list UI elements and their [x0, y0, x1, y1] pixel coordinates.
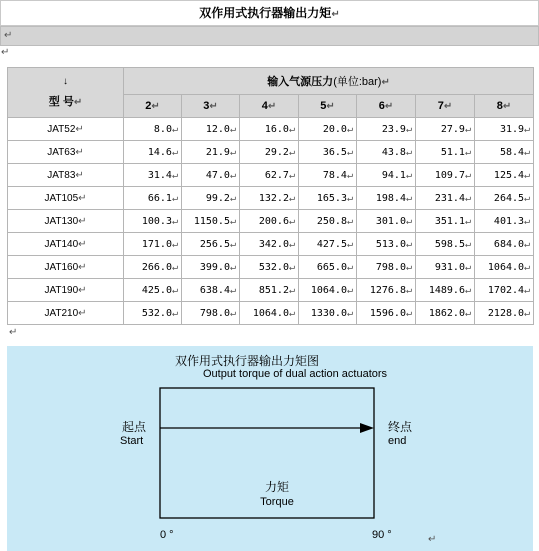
torque-value-cell: [357, 233, 416, 256]
torque-value: 12.0: [205, 123, 230, 135]
cell-mark: ↵: [524, 169, 531, 181]
torque-value-cell: [475, 164, 534, 187]
cell-mark: ↵: [346, 261, 353, 273]
cell-mark: ↵: [171, 215, 178, 227]
table-row: [8, 210, 534, 233]
torque-value: 43.8: [381, 146, 406, 158]
torque-value: 94.1: [381, 169, 406, 181]
cell-mark: ↵: [405, 192, 412, 204]
torque-value: 14.6: [147, 146, 172, 158]
torque-value-cell: [357, 302, 416, 325]
table-row: [8, 233, 534, 256]
torque-value: 36.5: [322, 146, 347, 158]
table-row: [8, 118, 534, 141]
torque-value-cell: [124, 141, 182, 164]
cell-mark: ↵: [464, 215, 471, 227]
torque-value-cell: [416, 279, 475, 302]
start-label-zh: 起点: [122, 420, 147, 434]
torque-value-cell: [416, 233, 475, 256]
torque-value: 684.0: [493, 238, 525, 250]
torque-value-cell: [182, 279, 240, 302]
torque-value-cell: [299, 256, 357, 279]
torque-value: 1489.6: [428, 284, 465, 296]
torque-value: 31.9: [499, 123, 525, 135]
torque-value: 62.7: [264, 169, 289, 181]
model-cell: [8, 210, 124, 233]
torque-value-cell: [357, 118, 416, 141]
torque-diagram-panel: [7, 346, 533, 551]
pressure-unit-label: (单位:bar): [333, 76, 382, 88]
diagram-title-en: Output torque of dual action actuators: [202, 368, 388, 380]
torque-value-cell: [124, 279, 182, 302]
cell-mark: ↵: [405, 123, 412, 135]
model-cell: [8, 279, 124, 302]
cell-mark: ↵: [524, 192, 531, 204]
cell-mark: ↵: [229, 284, 236, 296]
cell-mark: ↵: [464, 123, 471, 135]
torque-value-cell: [475, 256, 534, 279]
cell-mark: ↵: [288, 192, 295, 204]
torque-value: 638.4: [199, 284, 230, 296]
torque-value-cell: [357, 141, 416, 164]
angle-start-label: 0 °: [160, 529, 174, 541]
model-name: JAT83: [47, 169, 76, 181]
torque-value-cell: [299, 302, 357, 325]
pressure-value: 6: [378, 100, 385, 112]
model-cell: [8, 233, 124, 256]
torque-value-cell: [240, 233, 299, 256]
torque-value-cell: [475, 141, 534, 164]
cell-mark: ↵: [346, 169, 353, 181]
torque-value-cell: [357, 210, 416, 233]
model-name: JAT210: [44, 307, 79, 319]
cell-mark: ↵: [171, 261, 178, 273]
end-label-zh: 终点: [388, 420, 413, 434]
torque-value: 532.0: [141, 307, 172, 319]
torque-value: 1862.0: [428, 307, 465, 319]
torque-value: 109.7: [434, 169, 465, 181]
torque-value: 132.2: [258, 192, 289, 204]
cell-mark: ↵: [405, 215, 412, 227]
torque-value: 1064.0: [487, 261, 525, 273]
cell-mark: ↵: [229, 123, 236, 135]
torque-value-cell: [182, 118, 240, 141]
torque-value-cell: [240, 256, 299, 279]
cell-mark: ↵: [229, 146, 236, 158]
torque-value-cell: [475, 302, 534, 325]
pressure-header-label: 输入气源压力: [267, 76, 334, 88]
cell-mark: ↵: [229, 238, 236, 250]
paragraph-mark: ↵: [1, 47, 10, 58]
model-cell: [8, 256, 124, 279]
torque-value: 256.5: [199, 238, 230, 250]
diagram-title-zh: 双作用式执行器输出力矩图: [174, 354, 320, 368]
torque-value: 47.0: [205, 169, 230, 181]
torque-value: 23.9: [381, 123, 406, 135]
torque-value: 51.1: [440, 146, 465, 158]
cell-mark: ↵: [464, 261, 471, 273]
cell-mark: ↵: [346, 307, 353, 319]
cell-mark: ↵: [346, 284, 353, 296]
cell-mark: ↵: [288, 169, 295, 181]
cell-mark: ↵: [464, 238, 471, 250]
cell-mark: ↵: [381, 77, 390, 88]
torque-value: 532.0: [258, 261, 289, 273]
torque-value: 425.0: [141, 284, 172, 296]
torque-value-cell: [299, 164, 357, 187]
separator-bar: [0, 26, 539, 46]
cell-mark: ↵: [464, 284, 471, 296]
torque-value: 301.0: [375, 215, 406, 227]
torque-value: 401.3: [493, 215, 525, 227]
cell-mark: ↵: [171, 146, 178, 158]
torque-value-cell: [357, 164, 416, 187]
torque-value: 266.0: [141, 261, 172, 273]
torque-value-cell: [182, 164, 240, 187]
cell-mark: ↵: [288, 146, 295, 158]
torque-value: 1702.4: [487, 284, 525, 296]
paragraph-mark: ↵: [9, 327, 18, 338]
torque-value-cell: [182, 187, 240, 210]
torque-value-cell: [357, 279, 416, 302]
cell-mark: ↵: [524, 215, 531, 227]
torque-value-cell: [475, 279, 534, 302]
torque-value: 200.6: [258, 215, 289, 227]
torque-value: 125.4: [493, 169, 525, 181]
torque-value-cell: [124, 118, 182, 141]
torque-value-cell: [299, 279, 357, 302]
torque-value: 31.4: [147, 169, 172, 181]
torque-value: 399.0: [199, 261, 230, 273]
model-cell: [8, 118, 124, 141]
cell-mark: ↵: [384, 101, 394, 112]
model-name: JAT160: [44, 261, 79, 273]
torque-value-cell: [416, 141, 475, 164]
cell-mark: ↵: [524, 261, 531, 273]
torque-value-cell: [124, 302, 182, 325]
torque-value-cell: [240, 187, 299, 210]
torque-value: 231.4: [434, 192, 465, 204]
cell-mark: ↵: [151, 101, 160, 112]
torque-value-cell: [182, 302, 240, 325]
cell-mark: ↵: [405, 307, 412, 319]
pressure-value: 7: [437, 100, 444, 112]
model-name: JAT63: [47, 146, 76, 158]
model-cell: [8, 187, 124, 210]
torque-value-cell: [357, 187, 416, 210]
cell-mark: ↵: [524, 146, 531, 158]
table-row: [8, 302, 534, 325]
torque-value: 1330.0: [310, 307, 347, 319]
torque-value: 99.2: [205, 192, 230, 204]
arrow-down-icon: ↓: [63, 76, 68, 87]
cell-mark: ↵: [78, 284, 87, 296]
cell-mark: ↵: [73, 97, 83, 108]
model-cell: [8, 302, 124, 325]
torque-value-cell: [124, 256, 182, 279]
torque-value-cell: [475, 187, 534, 210]
paragraph-mark: ↵: [4, 30, 13, 41]
cell-mark: ↵: [229, 261, 236, 273]
table-row: [8, 141, 534, 164]
torque-value-cell: [182, 256, 240, 279]
torque-value-cell: [240, 118, 299, 141]
model-column-header: [8, 68, 124, 118]
cell-mark: ↵: [405, 146, 412, 158]
torque-value-cell: [299, 187, 357, 210]
cell-mark: ↵: [75, 146, 84, 158]
torque-value: 1276.8: [369, 284, 406, 296]
document-title: 双作用式执行器输出力矩: [199, 6, 332, 20]
pressure-value: 4: [261, 100, 268, 112]
torque-value-cell: [475, 233, 534, 256]
cell-mark: ↵: [443, 101, 453, 112]
torque-value-cell: [416, 164, 475, 187]
torque-value: 2128.0: [487, 307, 525, 319]
cell-mark: ↵: [288, 284, 295, 296]
model-name: JAT190: [44, 284, 79, 296]
torque-value-cell: [182, 141, 240, 164]
paragraph-mark: ↵: [331, 9, 340, 20]
pressure-column-header: [124, 95, 182, 118]
cell-mark: ↵: [288, 123, 295, 135]
torque-value-cell: [416, 302, 475, 325]
cell-mark: ↵: [209, 101, 218, 112]
torque-value-cell: [299, 210, 357, 233]
cell-mark: ↵: [524, 284, 531, 296]
pressure-column-header: [416, 95, 475, 118]
torque-value: 165.3: [316, 192, 347, 204]
torque-value-cell: [475, 118, 534, 141]
cell-mark: ↵: [524, 123, 531, 135]
torque-value-cell: [124, 187, 182, 210]
cell-mark: ↵: [171, 284, 178, 296]
cell-mark: ↵: [346, 192, 353, 204]
cell-mark: ↵: [405, 284, 412, 296]
document-title-box: [0, 0, 539, 26]
model-name: JAT140: [44, 238, 79, 250]
arrow-right-icon: [360, 423, 374, 433]
cell-mark: ↵: [346, 215, 353, 227]
cell-mark: ↵: [346, 238, 353, 250]
cell-mark: ↵: [502, 101, 512, 112]
table-row: [8, 279, 534, 302]
cell-mark: ↵: [288, 261, 295, 273]
paragraph-mark: ↵: [428, 534, 437, 545]
torque-value-cell: [124, 210, 182, 233]
torque-value: 513.0: [375, 238, 406, 250]
torque-value: 8.0: [153, 123, 172, 135]
pressure-value: 3: [203, 100, 210, 112]
torque-label-en: Torque: [260, 496, 294, 508]
cell-mark: ↵: [75, 123, 84, 135]
torque-value: 798.0: [199, 307, 230, 319]
torque-value: 665.0: [316, 261, 347, 273]
torque-value-cell: [240, 164, 299, 187]
torque-value-cell: [416, 118, 475, 141]
torque-value: 29.2: [264, 146, 289, 158]
cell-mark: ↵: [78, 215, 87, 227]
torque-value-cell: [240, 279, 299, 302]
cell-mark: ↵: [78, 238, 87, 250]
table-row: [8, 256, 534, 279]
torque-value-cell: [240, 141, 299, 164]
pressure-value: 8: [496, 100, 503, 112]
cell-mark: ↵: [229, 215, 236, 227]
pressure-column-header: [182, 95, 240, 118]
torque-table: [7, 67, 534, 325]
torque-value-cell: [416, 256, 475, 279]
model-name: JAT52: [47, 123, 76, 135]
torque-value: 1064.0: [310, 284, 347, 296]
model-name: JAT130: [44, 215, 79, 227]
torque-value: 58.4: [499, 146, 525, 158]
pressure-column-header: [357, 95, 416, 118]
torque-value-cell: [182, 210, 240, 233]
cell-mark: ↵: [78, 192, 87, 204]
cell-mark: ↵: [405, 261, 412, 273]
torque-value-cell: [299, 233, 357, 256]
cell-mark: ↵: [405, 238, 412, 250]
cell-mark: ↵: [346, 146, 353, 158]
torque-value: 100.3: [141, 215, 172, 227]
torque-label-zh: 力矩: [264, 480, 290, 494]
start-label-en: Start: [120, 435, 144, 447]
cell-mark: ↵: [524, 238, 531, 250]
torque-value-cell: [416, 210, 475, 233]
cell-mark: ↵: [288, 307, 295, 319]
pressure-value: 2: [145, 100, 152, 112]
torque-value: 264.5: [493, 192, 525, 204]
cell-mark: ↵: [171, 169, 178, 181]
torque-value: 1064.0: [252, 307, 289, 319]
torque-value: 342.0: [258, 238, 289, 250]
torque-value-cell: [357, 256, 416, 279]
cell-mark: ↵: [326, 101, 335, 112]
cell-mark: ↵: [171, 307, 178, 319]
torque-value: 598.5: [434, 238, 465, 250]
torque-value: 78.4: [322, 169, 347, 181]
torque-value-cell: [124, 233, 182, 256]
pressure-column-header: [475, 95, 534, 118]
torque-value-cell: [240, 302, 299, 325]
torque-value-cell: [299, 141, 357, 164]
torque-value: 16.0: [264, 123, 289, 135]
torque-value: 66.1: [147, 192, 172, 204]
model-cell: [8, 141, 124, 164]
cell-mark: ↵: [288, 215, 295, 227]
cell-mark: ↵: [229, 169, 236, 181]
angle-end-label: 90 °: [372, 529, 392, 541]
torque-value-cell: [475, 210, 534, 233]
torque-value: 351.1: [434, 215, 465, 227]
torque-value: 27.9: [440, 123, 465, 135]
model-cell: [8, 164, 124, 187]
cell-mark: ↵: [464, 169, 471, 181]
table-body: [8, 118, 534, 325]
cell-mark: ↵: [78, 307, 87, 319]
torque-value: 1596.0: [369, 307, 406, 319]
cell-mark: ↵: [405, 169, 412, 181]
torque-value: 198.4: [375, 192, 406, 204]
torque-value: 798.0: [375, 261, 406, 273]
cell-mark: ↵: [464, 307, 471, 319]
pressure-group-header: [124, 68, 534, 95]
table-row: [8, 187, 534, 210]
table-row: [8, 164, 534, 187]
torque-value: 427.5: [316, 238, 347, 250]
cell-mark: ↵: [75, 169, 84, 181]
pressure-column-header: [240, 95, 299, 118]
torque-value: 171.0: [141, 238, 172, 250]
torque-value: 250.8: [316, 215, 347, 227]
cell-mark: ↵: [229, 192, 236, 204]
cell-mark: ↵: [464, 192, 471, 204]
torque-diagram: [7, 346, 533, 551]
torque-value: 931.0: [434, 261, 465, 273]
model-name: JAT105: [44, 192, 79, 204]
torque-value: 851.2: [258, 284, 289, 296]
cell-mark: ↵: [346, 123, 353, 135]
torque-value: 20.0: [322, 123, 347, 135]
cell-mark: ↵: [78, 261, 87, 273]
cell-mark: ↵: [229, 307, 236, 319]
torque-value: 1150.5: [193, 215, 230, 227]
cell-mark: ↵: [171, 192, 178, 204]
cell-mark: ↵: [171, 238, 178, 250]
cell-mark: ↵: [464, 146, 471, 158]
end-label-en: end: [388, 435, 407, 447]
torque-value: 21.9: [205, 146, 230, 158]
cell-mark: ↵: [288, 238, 295, 250]
pressure-value: 5: [320, 100, 327, 112]
cell-mark: ↵: [524, 307, 531, 319]
cell-mark: ↵: [267, 101, 277, 112]
torque-value-cell: [416, 187, 475, 210]
torque-value-cell: [124, 164, 182, 187]
pressure-column-header: [299, 95, 357, 118]
torque-value-cell: [299, 118, 357, 141]
torque-value-cell: [240, 210, 299, 233]
cell-mark: ↵: [171, 123, 178, 135]
model-header-label: 型 号: [48, 96, 74, 108]
torque-value-cell: [182, 233, 240, 256]
